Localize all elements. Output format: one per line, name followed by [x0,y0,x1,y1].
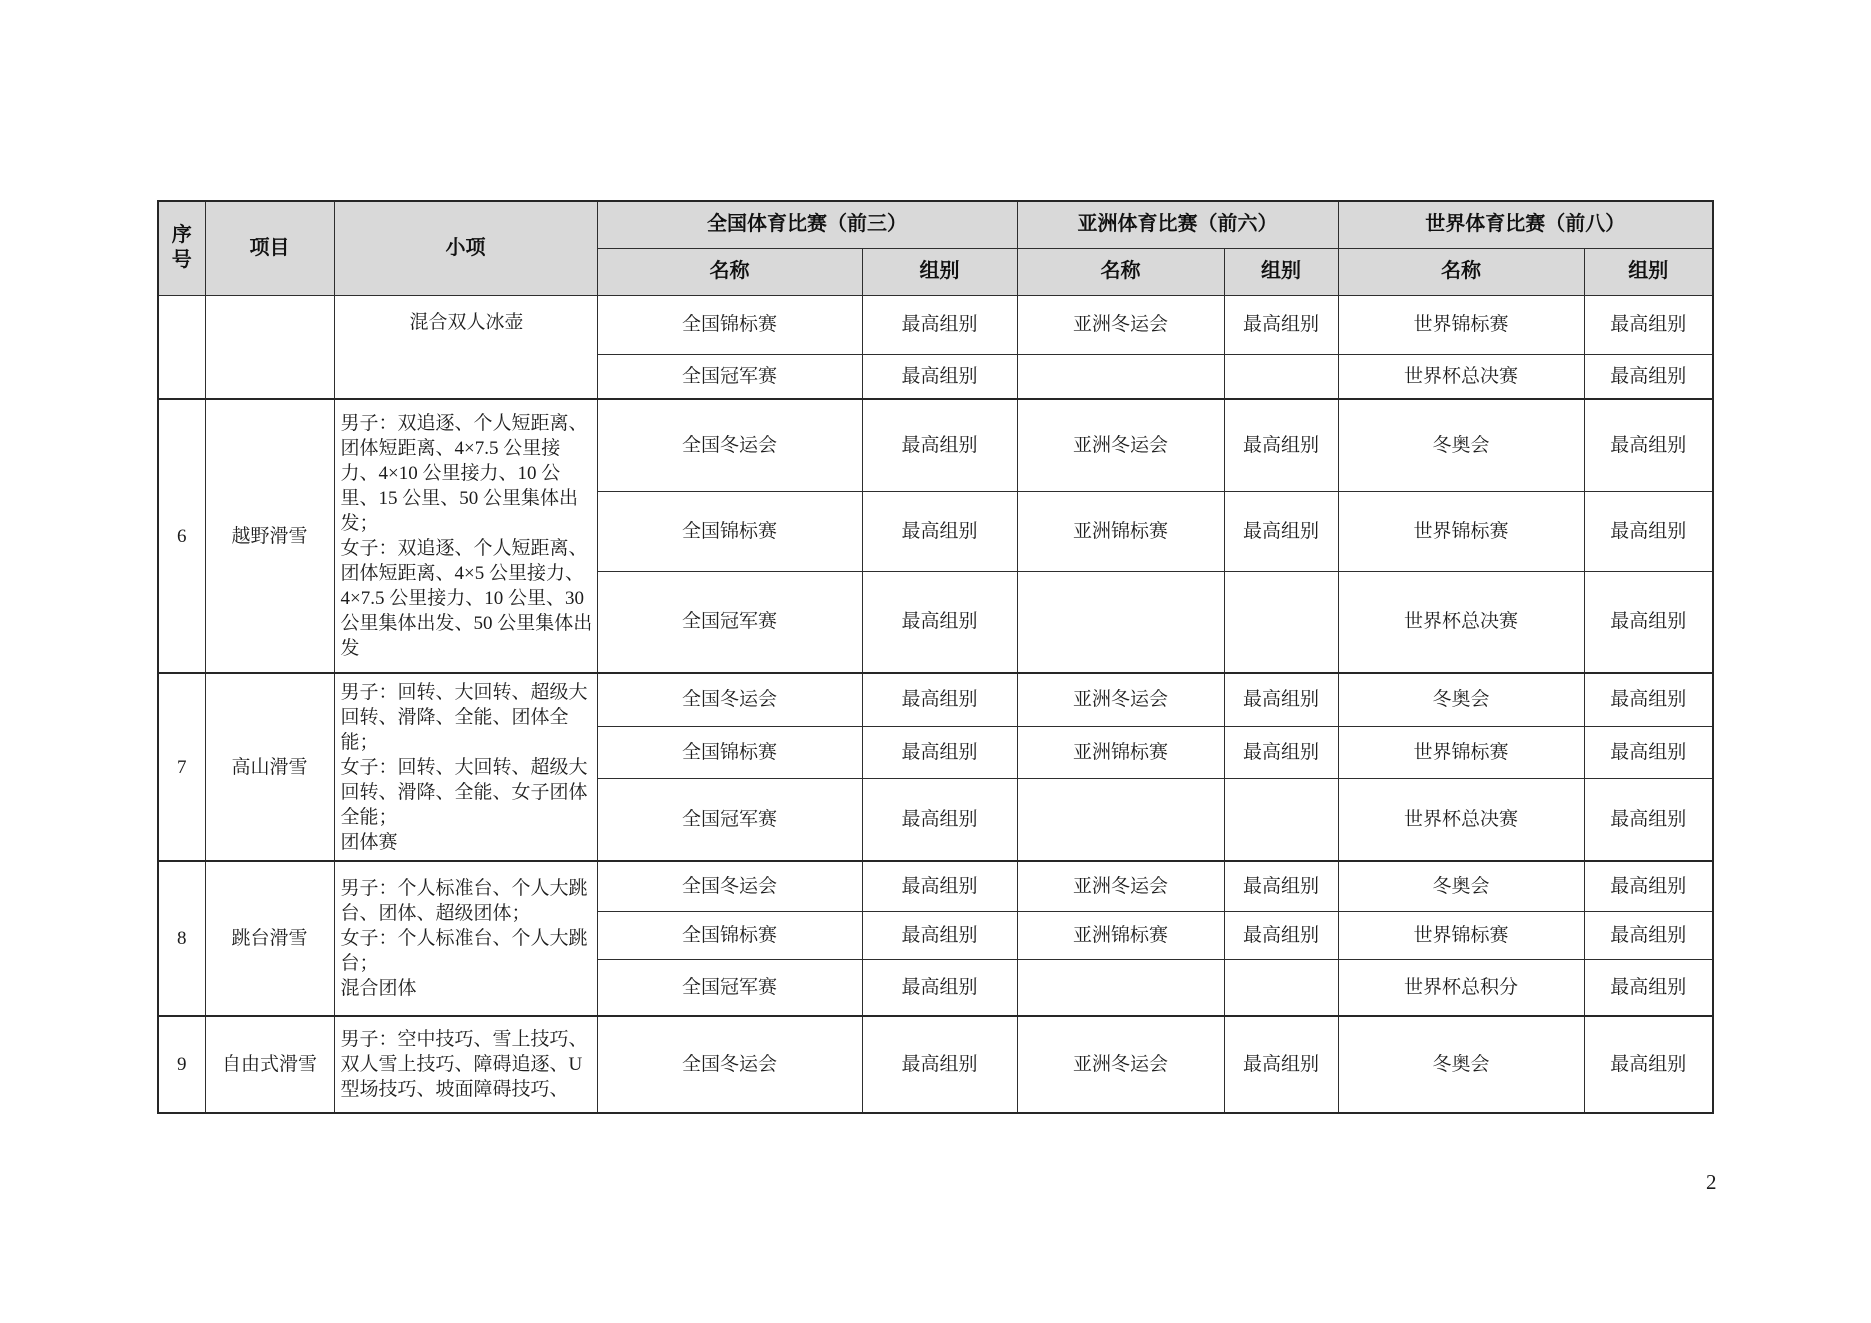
category-cell: 最高组别 [1584,571,1713,673]
category-cell: 最高组别 [1224,726,1338,778]
header-row-groups [158,201,1713,248]
subevent-cell [334,399,597,673]
header-category-national: 组别 [862,248,1017,295]
name-cell: 全国冬运会 [597,861,862,911]
name-cell: 世界锦标赛 [1338,911,1584,959]
name-cell: 冬奥会 [1338,673,1584,726]
name-cell: 世界锦标赛 [1338,295,1584,354]
category-cell: 最高组别 [1224,861,1338,911]
name-cell: 全国冬运会 [597,1016,862,1113]
header-category-world: 组别 [1584,248,1713,295]
table-row [158,295,1713,354]
category-cell: 最高组别 [1584,354,1713,399]
name-cell [1017,778,1224,861]
category-cell: 最高组别 [862,861,1017,911]
name-cell: 亚洲锦标赛 [1017,911,1224,959]
category-cell [1224,571,1338,673]
category-cell [1224,354,1338,399]
subevent-cell [334,295,597,399]
category-cell: 最高组别 [862,959,1017,1016]
header-name-asian: 名称 [1017,248,1224,295]
subevent-cell [334,1016,597,1113]
name-cell [1017,959,1224,1016]
subevent-text: 女子：双追逐、个人短距离、团体短距离、4×5 公里接力、4×7.5 公里接力、10 公里、30 公里集体出发、50 公里集体出发 [340,538,593,659]
name-cell: 全国冬运会 [597,399,862,491]
category-cell: 最高组别 [862,354,1017,399]
category-cell: 最高组别 [862,295,1017,354]
seq-cell: 8 [158,861,205,1016]
category-cell: 最高组别 [862,673,1017,726]
subevent-text: 男子：空中技巧、雪上技巧、双人雪上技巧、障碍追逐、U 型场技巧、坡面障碍技巧、 [340,1029,588,1100]
subevent-text: 男子：回转、大回转、超级大回转、滑降、全能、团体全能； [340,681,588,753]
name-cell: 亚洲冬运会 [1017,673,1224,726]
category-cell: 最高组别 [1224,911,1338,959]
event-cell: 跳台滑雪 [205,861,334,1016]
category-cell [1224,959,1338,1016]
table-row [158,1016,1713,1113]
subevent-text: 混合团体 [340,978,417,999]
seq-cell: 9 [158,1016,205,1113]
category-cell: 最高组别 [862,399,1017,491]
name-cell: 亚洲冬运会 [1017,1016,1224,1113]
category-cell: 最高组别 [1584,1016,1713,1113]
seq-cell: 6 [158,399,205,673]
name-cell: 全国锦标赛 [597,491,862,571]
category-cell: 最高组别 [1584,861,1713,911]
name-cell: 全国冬运会 [597,673,862,726]
subevent-text: 女子：回转、大回转、超级大回转、滑降、全能、女子团体全能； [340,756,588,828]
name-cell: 世界锦标赛 [1338,726,1584,778]
subevent-cell [334,861,597,1016]
subevent-text: 混合双人冰壶 [409,311,524,333]
name-cell: 全国冠军赛 [597,778,862,861]
name-cell: 亚洲锦标赛 [1017,491,1224,571]
category-cell: 最高组别 [862,726,1017,778]
event-cell [205,295,334,399]
name-cell: 冬奥会 [1338,1016,1584,1113]
table-row [158,673,1713,726]
category-cell: 最高组别 [862,1016,1017,1113]
header-seq: 序号 [158,201,205,295]
name-cell: 全国锦标赛 [597,726,862,778]
category-cell [1224,778,1338,861]
seq-cell [158,295,205,399]
subevent-text: 团体赛 [340,831,398,853]
name-cell [1017,571,1224,673]
name-cell: 亚洲冬运会 [1017,399,1224,491]
name-cell: 世界锦标赛 [1338,491,1584,571]
category-cell: 最高组别 [862,571,1017,673]
header-group-world: 世界体育比赛（前八） [1338,201,1713,248]
category-cell: 最高组别 [1224,673,1338,726]
subevent-text: 男子：双追逐、个人短距离、团体短距离、4×7.5 公里接力、4×10 公里接力、10 公里、15 公里、50 公里集体出发； [340,413,588,534]
name-cell: 冬奥会 [1338,399,1584,491]
category-cell: 最高组别 [1584,295,1713,354]
name-cell: 全国锦标赛 [597,911,862,959]
name-cell: 世界杯总决赛 [1338,778,1584,861]
header-name-world: 名称 [1338,248,1584,295]
category-cell: 最高组别 [1224,1016,1338,1113]
header-group-asian: 亚洲体育比赛（前六） [1017,201,1338,248]
page-number: 2 [1706,1170,1717,1194]
header-name-national: 名称 [597,248,862,295]
name-cell: 世界杯总决赛 [1338,354,1584,399]
event-cell: 越野滑雪 [205,399,334,673]
header-category-asian: 组别 [1224,248,1338,295]
name-cell: 全国锦标赛 [597,295,862,354]
category-cell: 最高组别 [862,911,1017,959]
subevent-text: 男子：个人标准台、个人大跳台、团体、超级团体； [340,878,588,924]
table-row [158,399,1713,491]
category-cell: 最高组别 [862,778,1017,861]
category-cell: 最高组别 [1224,295,1338,354]
name-cell: 亚洲冬运会 [1017,861,1224,911]
seq-cell: 7 [158,673,205,861]
competition-table [157,200,1714,1114]
category-cell: 最高组别 [1584,726,1713,778]
event-cell: 高山滑雪 [205,673,334,861]
category-cell: 最高组别 [1584,778,1713,861]
name-cell: 全国冠军赛 [597,959,862,1016]
name-cell: 冬奥会 [1338,861,1584,911]
name-cell: 亚洲冬运会 [1017,295,1224,354]
header-subevent: 小项 [334,201,597,295]
header-group-national: 全国体育比赛（前三） [597,201,1017,248]
category-cell: 最高组别 [1584,673,1713,726]
subevent-cell [334,673,597,861]
table-row [158,861,1713,911]
name-cell: 全国冠军赛 [597,354,862,399]
category-cell: 最高组别 [1584,491,1713,571]
name-cell: 亚洲锦标赛 [1017,726,1224,778]
name-cell: 世界杯总积分 [1338,959,1584,1016]
category-cell: 最高组别 [1224,491,1338,571]
header-event: 项目 [205,201,334,295]
category-cell: 最高组别 [1584,399,1713,491]
category-cell: 最高组别 [1584,911,1713,959]
event-cell: 自由式滑雪 [205,1016,334,1113]
subevent-text: 女子：个人标准台、个人大跳台； [340,928,588,974]
category-cell: 最高组别 [1584,959,1713,1016]
name-cell: 世界杯总决赛 [1338,571,1584,673]
category-cell: 最高组别 [1224,399,1338,491]
category-cell: 最高组别 [862,491,1017,571]
name-cell: 全国冠军赛 [597,571,862,673]
name-cell [1017,354,1224,399]
